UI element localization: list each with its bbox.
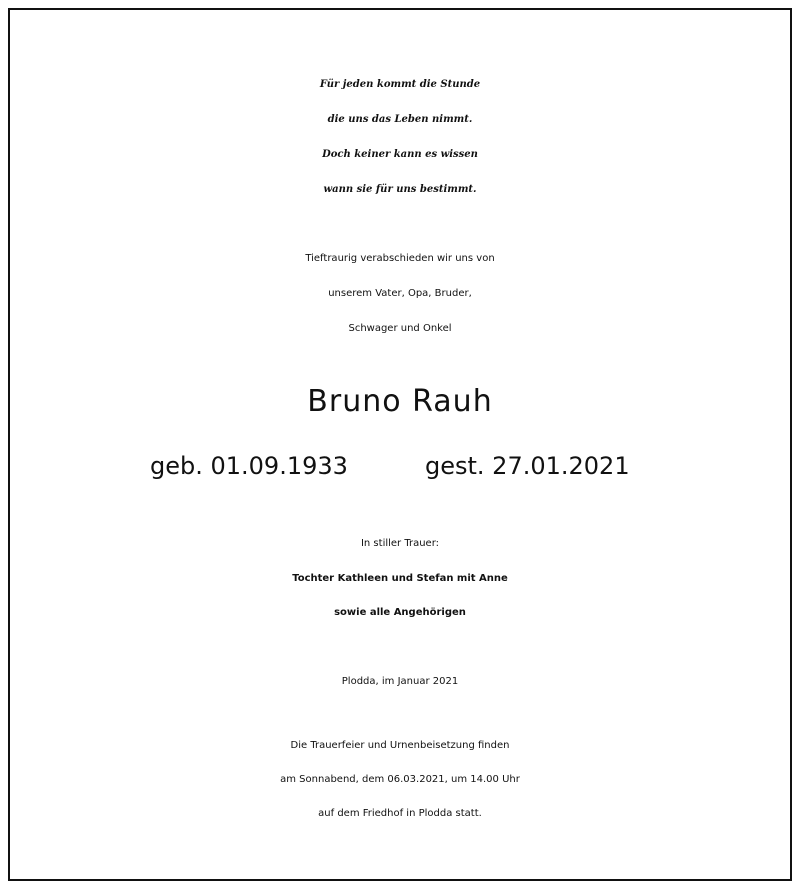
place-date: Plodda, im Januar 2021	[341, 676, 459, 687]
mourners-heading: In stiller Trauer:	[360, 538, 440, 549]
poem-line-2: die uns das Leben nimmt.	[327, 114, 473, 125]
birth-date: geb. 01.09.1933	[150, 452, 348, 480]
ceremony-line-2: am Sonnabend, dem 06.03.2021, um 14.00 Uhr	[280, 774, 520, 785]
intro-line-1: Tieftraurig verabschieden wir uns von	[305, 253, 495, 264]
death-date: gest. 27.01.2021	[425, 452, 630, 480]
ceremony-line-1: Die Trauerfeier und Urnenbeisetzung finden	[290, 740, 510, 751]
ceremony-line-3: auf dem Friedhof in Plodda statt.	[318, 808, 482, 819]
poem-line-3: Doch keiner kann es wissen	[322, 149, 478, 160]
mourners-line-1: Tochter Kathleen und Stefan mit Anne	[292, 573, 508, 584]
poem-line-1: Für jeden kommt die Stunde	[319, 79, 481, 90]
intro-line-3: Schwager und Onkel	[348, 323, 452, 334]
intro-line-2: unserem Vater, Opa, Bruder,	[328, 288, 472, 299]
deceased-name: Bruno Rauh	[307, 384, 493, 419]
mourners-line-2: sowie alle Angehörigen	[334, 607, 466, 618]
poem-line-4: wann sie für uns bestimmt.	[323, 184, 477, 195]
